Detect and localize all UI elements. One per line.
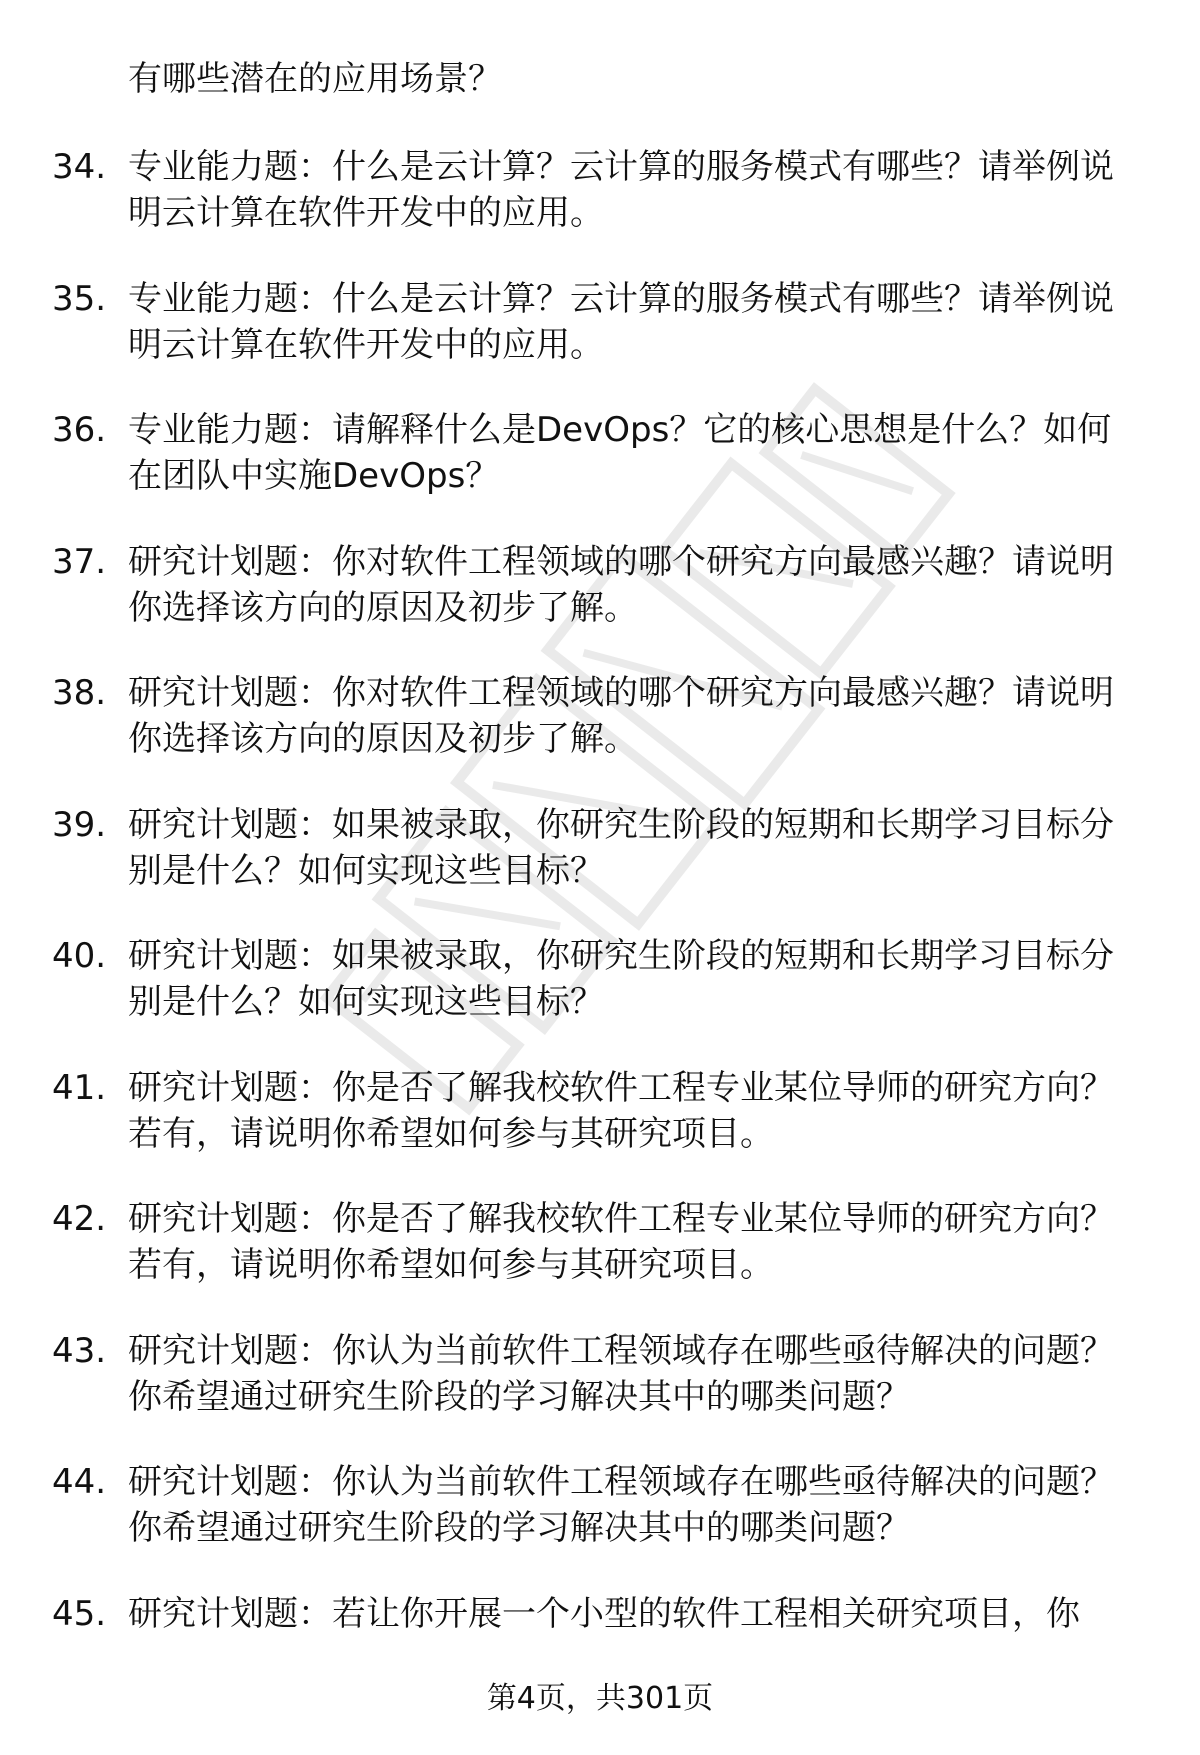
- question-text: 研究计划题：若让你开展一个小型的软件工程相关研究项目，你: [128, 1593, 1080, 1634]
- list-item: [0, 407, 1200, 539]
- question-number: 42.: [52, 1199, 107, 1239]
- continuation-text: 有哪些潜在的应用场景？: [128, 59, 502, 99]
- question-text: 研究计划题：如果被录取，你研究生阶段的短期和长期学习目标分别是什么？如何实现这些目标？: [128, 936, 1114, 1022]
- question-text: 研究计划题：你是否了解我校软件工程专业某位导师的研究方向？若有，请说明你希望如何参与其研究项目。: [128, 1067, 1114, 1154]
- question-text: 专业能力题：什么是云计算？云计算的服务模式有哪些？请举例说明云计算在软件开发中的应用。: [128, 278, 1114, 365]
- question-text: 研究计划题：你对软件工程领域的哪个研究方向最感兴趣？请说明你选择该方向的原因及初步了解。: [128, 673, 1114, 759]
- question-text: 研究计划题：你对软件工程领域的哪个研究方向最感兴趣？请说明你选择该方向的原因及初步了解。: [128, 541, 1114, 628]
- list-item: [0, 1065, 1200, 1197]
- page-number: 第4页，共301页: [486, 1681, 714, 1716]
- question-text: 研究计划题：如果被录取，你研究生阶段的短期和长期学习目标分别是什么？如何实现这些目标？: [128, 804, 1114, 891]
- question-number: 43.: [52, 1330, 107, 1371]
- question-number: 37.: [52, 541, 107, 582]
- list-item: [0, 1328, 1200, 1460]
- question-text: 研究计划题：你认为当前软件工程领域存在哪些亟待解决的问题？你希望通过研究生阶段的学习解决其中的哪类问题？: [128, 1330, 1114, 1417]
- question-number: 40.: [52, 936, 107, 976]
- question-number: 34.: [52, 147, 107, 187]
- question-number: 39.: [52, 804, 107, 845]
- question-number: 38.: [52, 673, 107, 713]
- list-item: [0, 1196, 1200, 1328]
- question-text: 专业能力题：请解释什么是DevOps？它的核心思想是什么？如何在团队中实施DevOps？: [128, 410, 1112, 496]
- list-item: [0, 539, 1200, 671]
- question-number: 36.: [52, 410, 107, 450]
- list-item: [0, 144, 1200, 276]
- list-item: [0, 933, 1200, 1065]
- list-item: [0, 802, 1200, 934]
- question-number: 45.: [52, 1593, 107, 1634]
- question-list: [0, 144, 1200, 1722]
- list-item: [0, 1459, 1200, 1591]
- question-number: 41.: [52, 1067, 107, 1108]
- list-item: [0, 670, 1200, 802]
- list-item: [0, 276, 1200, 408]
- question-number: 44.: [52, 1462, 107, 1502]
- question-text: 研究计划题：你是否了解我校软件工程专业某位导师的研究方向？若有，请说明你希望如何参与其研究项目。: [128, 1199, 1114, 1285]
- question-number: 35.: [52, 278, 107, 319]
- question-text: 专业能力题：什么是云计算？云计算的服务模式有哪些？请举例说明云计算在软件开发中的应用。: [128, 147, 1114, 233]
- question-text: 研究计划题：你认为当前软件工程领域存在哪些亟待解决的问题？你希望通过研究生阶段的学习解决其中的哪类问题？: [128, 1462, 1114, 1548]
